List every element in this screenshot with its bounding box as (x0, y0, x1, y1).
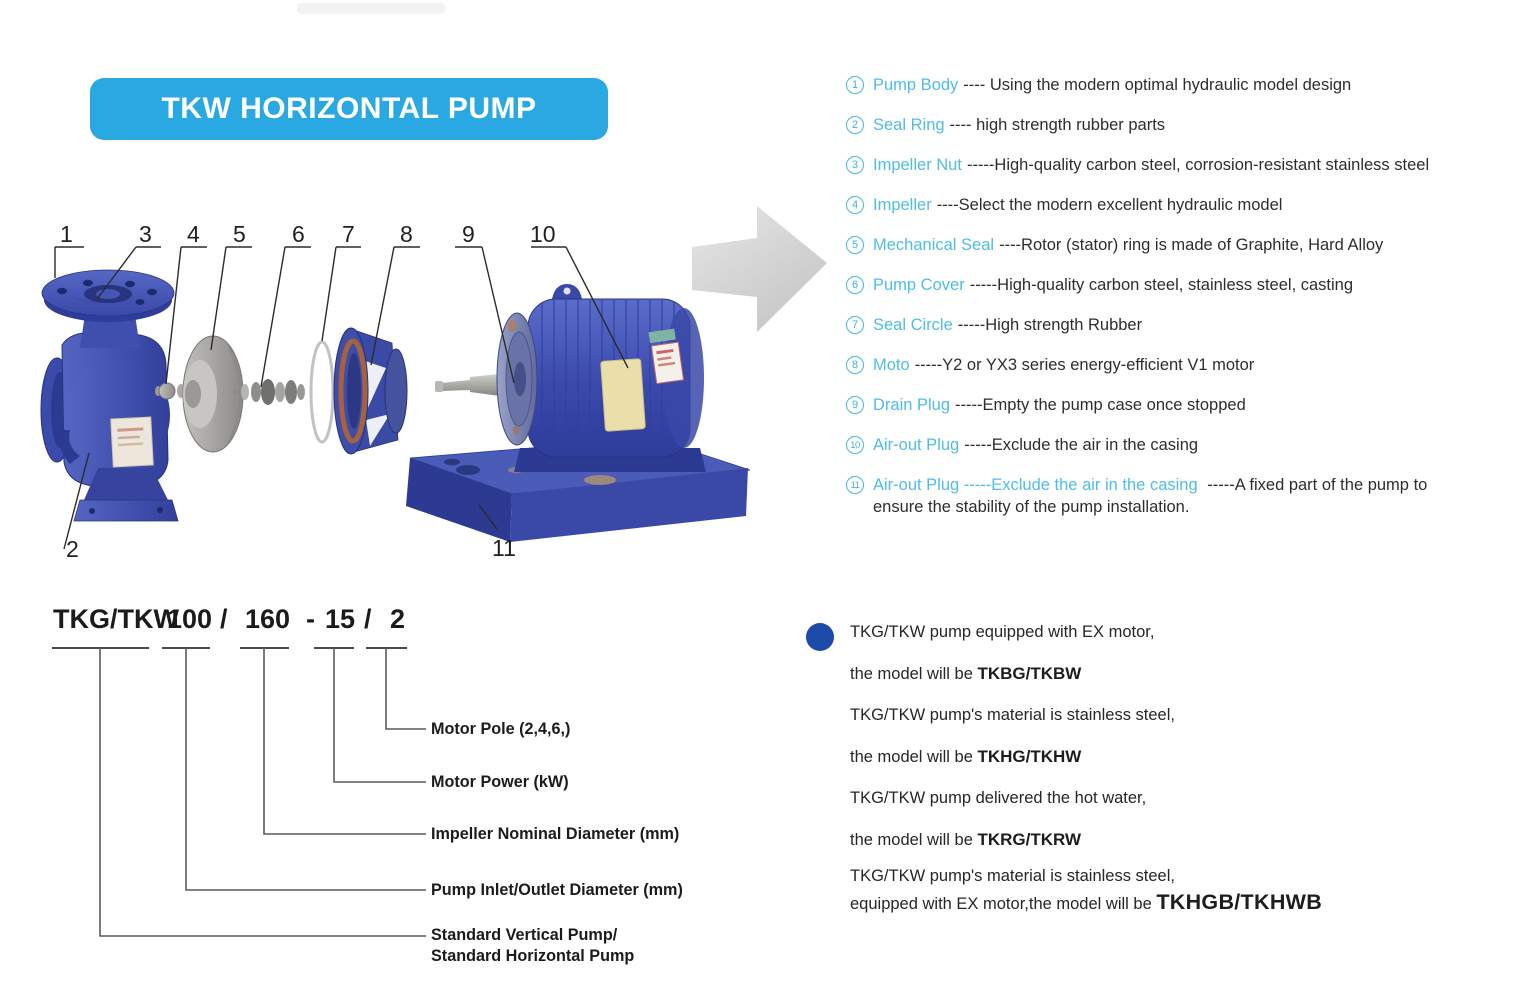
model-code-segment: TKG/TKW (53, 604, 179, 634)
part-number-badge: 11 (846, 476, 864, 494)
part-name: Air-out Plug (873, 436, 960, 454)
model-code-label: Pump Inlet/Outlet Diameter (mm) (431, 881, 683, 899)
part-description: -----Exclude the air in the casing (964, 436, 1199, 454)
parts-list-item (846, 234, 1506, 256)
callout-number: 2 (66, 536, 79, 562)
parts-list-item (846, 434, 1506, 456)
part-number-badge: 1 (846, 76, 864, 94)
parts-list-item (846, 474, 1506, 518)
note-line: the model will be TKBG/TKBW (850, 663, 1082, 683)
part-name: Seal Circle (873, 316, 953, 334)
callout-number: 9 (462, 221, 475, 247)
part-name: Air-out Plug -----Exclude the air in the casing (873, 476, 1198, 494)
part-number-badge: 7 (846, 316, 864, 334)
model-code-segment: 160 (245, 604, 291, 634)
part-name: Moto (873, 356, 910, 374)
part-number-badge: 8 (846, 356, 864, 374)
part-number-badge: 4 (846, 196, 864, 214)
callout-number: 4 (187, 221, 200, 247)
model-code-diagram (40, 595, 740, 985)
part-description: ----Select the modern excellent hydraulic model (936, 196, 1283, 214)
model-code-label: Standard Vertical Pump/ (431, 926, 618, 944)
parts-list-item (846, 114, 1506, 136)
model-code-label: Motor Pole (2,4,6,) (431, 720, 571, 738)
model-code-segment: 2 (390, 604, 406, 634)
note-line: TKG/TKW pump's material is stainless steel, (850, 866, 1175, 885)
model-code-label: Impeller Nominal Diameter (mm) (431, 825, 680, 843)
top-smudge-artifact (297, 3, 445, 14)
part-description: ----Rotor (stator) ring is made of Graphite, Hard Alloy (999, 236, 1384, 254)
part-number-badge: 9 (846, 396, 864, 414)
part-description: ---- high strength rubber parts (949, 116, 1166, 134)
note-line: equipped with EX motor,the model will be TKHGB/TKHWB (850, 889, 1323, 914)
part-description: -----A fixed part of the pump to (1207, 476, 1428, 494)
part-number-badge: 6 (846, 276, 864, 294)
part-description: -----Y2 or YX3 series energy-efficient V1 motor (914, 356, 1255, 374)
part-name: Impeller Nut (873, 156, 962, 174)
callout-number: 5 (233, 221, 246, 247)
part-name: Mechanical Seal (873, 236, 995, 254)
parts-list-item (846, 194, 1506, 216)
parts-list-item (846, 274, 1506, 296)
model-code-connectors (100, 648, 426, 936)
callout-number: 1 (60, 221, 73, 247)
model-code-segment: 15 (325, 604, 356, 634)
callout-number: 3 (139, 221, 152, 247)
callout-number: 8 (400, 221, 413, 247)
part-number-badge: 3 (846, 156, 864, 174)
note-line: TKG/TKW pump delivered the hot water, (850, 789, 1147, 807)
parts-list-item (846, 314, 1506, 336)
note-line: TKG/TKW pump's material is stainless steel, (850, 706, 1175, 724)
model-code-segment: / (364, 604, 372, 634)
part-description-line2: ensure the stability of the pump installation. (873, 498, 1190, 516)
part-description: -----High-quality carbon steel, stainless steel, casting (969, 276, 1354, 294)
page-title: TKW HORIZONTAL PUMP (161, 92, 537, 125)
page-title-banner (90, 78, 608, 140)
part-name: Impeller (873, 196, 932, 214)
note-lines (850, 622, 1496, 914)
callout-number: 10 (530, 221, 556, 247)
impeller-art (155, 336, 243, 452)
note-line: the model will be TKRG/TKRW (850, 829, 1082, 849)
pump-cover-art (334, 328, 407, 454)
part-number-badge: 5 (846, 236, 864, 254)
parts-list-item (846, 74, 1506, 96)
part-description: -----High strength Rubber (957, 316, 1143, 334)
part-name: Pump Cover (873, 276, 965, 294)
callout-number: 7 (342, 221, 355, 247)
note-line: the model will be TKHG/TKHW (850, 746, 1082, 766)
bullet-dot-icon (806, 623, 834, 651)
part-name: Drain Plug (873, 396, 951, 414)
part-text (873, 474, 1427, 518)
mechanical-seal-art (234, 379, 305, 405)
part-name: Pump Body (873, 76, 959, 94)
seal-circle-art (311, 342, 333, 442)
part-number-badge: 2 (846, 116, 864, 134)
callout-number: 11 (492, 535, 516, 561)
callout-number: 6 (292, 221, 305, 247)
arrow-right-icon (692, 206, 827, 332)
parts-list (846, 74, 1506, 518)
motor-art (435, 284, 706, 472)
part-description: -----High-quality carbon steel, corrosion-resistant stainless steel (966, 156, 1430, 174)
model-variants-notes (806, 615, 1496, 935)
part-name: Seal Ring (873, 116, 945, 134)
note-line: TKG/TKW pump equipped with EX motor, (850, 623, 1155, 641)
model-code-label: Standard Horizontal Pump (431, 947, 635, 965)
part-description: ---- Using the modern optimal hydraulic model design (963, 76, 1352, 94)
exploded-pump-diagram (35, 195, 835, 570)
model-code-segment: 100 (167, 604, 213, 634)
model-code-label: Motor Power (kW) (431, 773, 569, 791)
model-code-segment: / (220, 604, 228, 634)
part-number-badge: 10 (846, 436, 864, 454)
model-code-segment: - (306, 604, 315, 634)
parts-list-item (846, 354, 1506, 376)
parts-list-item (846, 394, 1506, 416)
parts-list-item (846, 154, 1506, 176)
part-description: -----Empty the pump case once stopped (955, 396, 1246, 414)
